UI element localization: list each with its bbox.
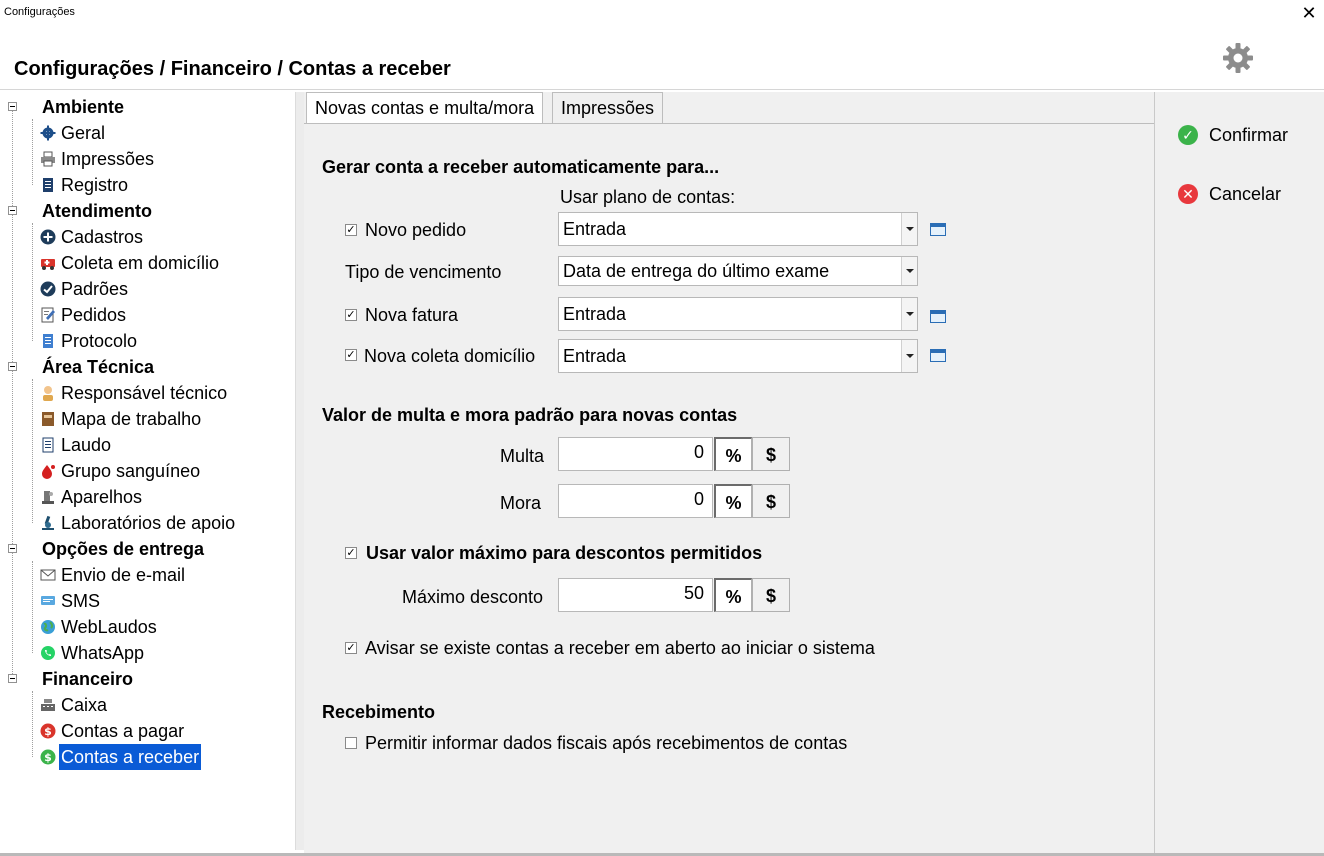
- tree-item-aparelhos[interactable]: [2, 484, 292, 510]
- tree-item-label: Laudo: [61, 435, 112, 455]
- section-heading-recebimento: Recebimento: [322, 702, 436, 722]
- collapse-icon[interactable]: [8, 362, 17, 371]
- svg-text:$: $: [44, 751, 52, 764]
- section-heading-auto: Gerar conta a receber automaticamente para...: [322, 157, 720, 177]
- select-value: Entrada: [563, 219, 627, 239]
- tree-group-opcoes-entrega[interactable]: [2, 536, 292, 562]
- tree-group-label: Financeiro: [42, 669, 134, 689]
- header-separator: [0, 89, 1324, 90]
- tree-item-label: Envio de e-mail: [61, 565, 186, 585]
- tree-group-ambiente[interactable]: [2, 94, 292, 120]
- tree-item-responsavel-tecnico[interactable]: [2, 380, 292, 406]
- chevron-down-icon[interactable]: [901, 340, 917, 372]
- plus-circle-icon: [40, 229, 56, 245]
- multa-currency-toggle[interactable]: $: [752, 437, 790, 471]
- tree-item-padroes[interactable]: [2, 276, 292, 302]
- tree-item-sms[interactable]: [2, 588, 292, 614]
- globe-icon: [40, 619, 56, 635]
- tree-item-label: Contas a pagar: [61, 721, 185, 741]
- dollar-red-icon: [40, 723, 56, 739]
- tipo-vencimento-select[interactable]: [558, 256, 918, 286]
- tree-item-cadastros[interactable]: [2, 224, 292, 250]
- gear-icon[interactable]: [1220, 40, 1256, 76]
- window-icon[interactable]: [930, 349, 946, 362]
- actions-panel: [1154, 92, 1324, 854]
- tree-item-registro[interactable]: [2, 172, 292, 198]
- tree-splitter[interactable]: [296, 92, 304, 850]
- tree-item-caixa[interactable]: [2, 692, 292, 718]
- cancel-button[interactable]: [1178, 182, 1281, 206]
- tree-item-label: Pedidos: [61, 305, 127, 325]
- nova-fatura-select[interactable]: [558, 297, 918, 331]
- nova-coleta-checkbox[interactable]: ✓: [346, 349, 356, 361]
- tipo-vencimento-label: Tipo de vencimento: [345, 262, 502, 282]
- document-icon: [40, 333, 56, 349]
- collapse-icon[interactable]: [8, 102, 17, 111]
- multa-input[interactable]: 0: [558, 437, 713, 471]
- window-icon[interactable]: [930, 310, 946, 323]
- tree-item-geral[interactable]: [2, 120, 292, 146]
- ambulance-icon: [40, 255, 56, 271]
- report-icon: [40, 437, 56, 453]
- tree-item-contas-pagar[interactable]: [2, 718, 292, 744]
- tree-item-label: Responsável técnico: [61, 383, 228, 403]
- document-icon: [40, 177, 56, 193]
- book-icon: [40, 411, 56, 427]
- maximo-desconto-input[interactable]: 50: [558, 578, 713, 612]
- select-value: Data de entrega do último exame: [563, 261, 830, 281]
- tree-group-atendimento[interactable]: [2, 198, 292, 224]
- desconto-currency-toggle[interactable]: $: [752, 578, 790, 612]
- close-icon[interactable]: ✕: [1301, 3, 1317, 23]
- sms-icon: [40, 593, 56, 609]
- tree-item-label: WebLaudos: [61, 617, 157, 637]
- maximo-desconto-label: Máximo desconto: [402, 587, 544, 607]
- chevron-down-icon[interactable]: [901, 298, 917, 330]
- cash-register-icon: [40, 697, 56, 713]
- tree-item-label: Aparelhos: [61, 487, 143, 507]
- tree-item-weblaudos[interactable]: [2, 614, 292, 640]
- device-icon: [40, 489, 56, 505]
- tree-item-mapa-trabalho[interactable]: [2, 406, 292, 432]
- printer-icon: [40, 151, 56, 167]
- chevron-down-icon[interactable]: [901, 213, 917, 245]
- nova-coleta-label: Nova coleta domicílio: [364, 346, 536, 366]
- collapse-icon[interactable]: [8, 674, 17, 683]
- multa-label: Multa: [500, 446, 545, 466]
- tree-item-label: Protocolo: [61, 331, 138, 351]
- cancel-label: Cancelar: [1209, 184, 1282, 204]
- tree-item-laudo[interactable]: [2, 432, 292, 458]
- tree-item-label: Mapa de trabalho: [61, 409, 202, 429]
- tree-group-label: Área Técnica: [42, 357, 155, 377]
- tree-group-label: Atendimento: [42, 201, 152, 221]
- whatsapp-icon: [40, 645, 56, 661]
- tree-item-label: Padrões: [61, 279, 129, 299]
- usar-maximo-label: Usar valor máximo para descontos permitidos: [366, 543, 763, 563]
- dollar-green-icon: [40, 749, 56, 765]
- mora-input[interactable]: 0: [558, 484, 713, 518]
- chevron-down-icon[interactable]: [901, 257, 917, 285]
- window-title: Configurações: [4, 6, 75, 18]
- novo-pedido-select[interactable]: [558, 212, 918, 246]
- tree-item-label: WhatsApp: [61, 643, 145, 663]
- tree-item-label: Geral: [61, 123, 106, 143]
- tab-impressoes[interactable]: Impressões: [552, 92, 663, 123]
- edit-icon: [40, 307, 56, 323]
- section-heading-multa: Valor de multa e mora padrão para novas contas: [322, 405, 738, 425]
- tree-item-coleta-domicilio[interactable]: [2, 250, 292, 276]
- tree-group-financeiro[interactable]: [2, 666, 292, 692]
- tree-item-laboratorios-apoio[interactable]: [2, 510, 292, 536]
- tree-item-label: Impressões: [61, 149, 155, 169]
- microscope-icon: [40, 515, 56, 531]
- tree-item-label: Cadastros: [61, 227, 144, 247]
- tree-item-whatsapp[interactable]: [2, 640, 292, 666]
- nova-fatura-label: Nova fatura: [365, 305, 459, 325]
- tree-item-envio-email[interactable]: [2, 562, 292, 588]
- blood-drop-icon: [40, 463, 56, 479]
- novo-pedido-label: Novo pedido: [365, 220, 467, 240]
- tree-item-label: SMS: [61, 591, 101, 611]
- mora-percent-toggle[interactable]: %: [714, 484, 752, 518]
- mora-currency-toggle[interactable]: $: [752, 484, 790, 518]
- permitir-label: Permitir informar dados fiscais após recebimentos de contas: [365, 733, 848, 753]
- avisar-checkbox[interactable]: ✓: [346, 642, 356, 654]
- novo-pedido-checkbox[interactable]: ✓: [346, 224, 356, 236]
- tree-item-protocolo[interactable]: [2, 328, 292, 354]
- tree-item-label: Contas a receber: [59, 744, 201, 770]
- tree-item-label: Grupo sanguíneo: [61, 461, 201, 481]
- tree-item-label: Coleta em domicílio: [61, 253, 220, 273]
- avisar-label: Avisar se existe contas a receber em aberto ao iniciar o sistema: [365, 638, 875, 658]
- envelope-icon: [40, 567, 56, 583]
- confirm-label: Confirmar: [1209, 125, 1289, 145]
- tree-group-area-tecnica[interactable]: [2, 354, 292, 380]
- tree-group-label: Opções de entrega: [42, 539, 205, 559]
- nova-fatura-checkbox[interactable]: ✓: [346, 309, 356, 321]
- permitir-checkbox[interactable]: [345, 737, 357, 749]
- navigation-tree[interactable]: [2, 92, 296, 850]
- nova-coleta-select[interactable]: [558, 339, 918, 373]
- collapse-icon[interactable]: [8, 206, 17, 215]
- multa-percent-toggle[interactable]: %: [714, 437, 752, 471]
- tree-item-label: Laboratórios de apoio: [61, 513, 236, 533]
- select-value: Entrada: [563, 304, 627, 324]
- collapse-icon[interactable]: [8, 544, 17, 553]
- tree-item-contas-receber[interactable]: [2, 744, 292, 770]
- tree-item-grupo-sanguineo[interactable]: [2, 458, 292, 484]
- tree-item-impressoes[interactable]: [2, 146, 292, 172]
- window-icon[interactable]: [930, 223, 946, 236]
- cancel-icon: ✕: [1178, 184, 1198, 204]
- desconto-percent-toggle[interactable]: %: [714, 578, 752, 612]
- gear-icon: [40, 125, 56, 141]
- tab-novas-contas[interactable]: Novas contas e multa/mora: [306, 92, 543, 124]
- plano-contas-header: Usar plano de contas:: [560, 187, 736, 207]
- select-value: Entrada: [563, 346, 627, 366]
- page-title: Configurações / Financeiro / Contas a receber: [14, 58, 451, 80]
- check-icon: ✓: [1178, 125, 1198, 145]
- tab-strip-line: [304, 123, 1154, 124]
- tree-group-label: Ambiente: [42, 97, 125, 117]
- svg-text:$: $: [44, 725, 52, 738]
- usar-maximo-checkbox[interactable]: ✓: [346, 547, 356, 559]
- tree-item-label: Registro: [61, 175, 129, 195]
- person-icon: [40, 385, 56, 401]
- confirm-button[interactable]: [1178, 123, 1288, 147]
- tree-item-pedidos[interactable]: [2, 302, 292, 328]
- tree-item-label: Caixa: [61, 695, 108, 715]
- check-circle-icon: [40, 281, 56, 297]
- mora-label: Mora: [500, 493, 542, 513]
